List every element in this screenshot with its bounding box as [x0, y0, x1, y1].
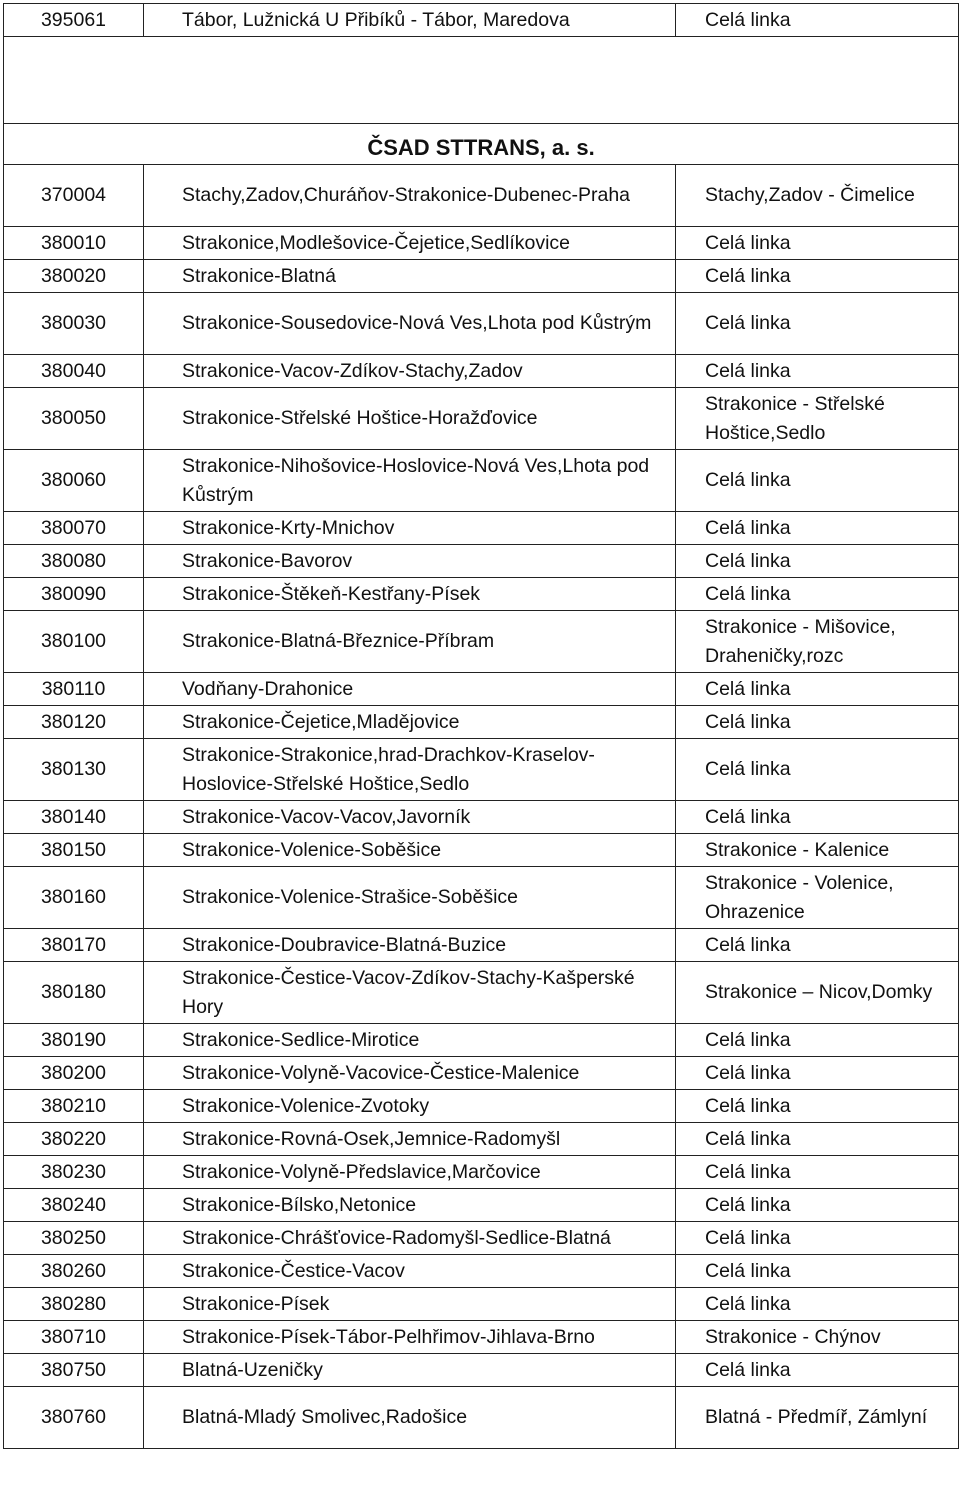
table-row [4, 962, 959, 1024]
route-code: 380120 [4, 706, 144, 739]
route-code: 380070 [4, 512, 144, 545]
route-code: 380750 [4, 1354, 144, 1387]
route-code: 380170 [4, 929, 144, 962]
route-code: 380200 [4, 1057, 144, 1090]
table-row [4, 1189, 959, 1222]
table-row [4, 1255, 959, 1288]
route-note: Celá linka [676, 545, 959, 578]
route-name: Vodňany-Drahonice [144, 673, 676, 706]
table-row [4, 1354, 959, 1387]
route-code: 380080 [4, 545, 144, 578]
route-note: Celá linka [676, 1288, 959, 1321]
route-name: Strakonice-Strakonice,hrad-Drachkov-Kraselov-Hoslovice-Střelské Hoštice,Sedlo [144, 739, 676, 801]
route-note: Celá linka [676, 512, 959, 545]
table-row [4, 801, 959, 834]
route-code: 380130 [4, 739, 144, 801]
table-row [4, 1057, 959, 1090]
route-note: Celá linka [676, 578, 959, 611]
route-name: Strakonice-Doubravice-Blatná-Buzice [144, 929, 676, 962]
route-name: Strakonice-Rovná-Osek,Jemnice-Radomyšl [144, 1123, 676, 1156]
route-code: 380250 [4, 1222, 144, 1255]
route-name: Blatná-Uzeničky [144, 1354, 676, 1387]
route-name: Strakonice-Volenice-Strašice-Soběšice [144, 867, 676, 929]
table-row [4, 578, 959, 611]
route-name: Strakonice-Vacov-Zdíkov-Stachy,Zadov [144, 355, 676, 388]
route-note: Stachy,Zadov - Čimelice [676, 165, 959, 227]
route-code: 380100 [4, 611, 144, 673]
route-name: Strakonice-Blatná-Březnice-Příbram [144, 611, 676, 673]
route-code: 380020 [4, 260, 144, 293]
table-row [4, 834, 959, 867]
route-name: Strakonice-Bavorov [144, 545, 676, 578]
route-note: Celá linka [676, 227, 959, 260]
route-name: Stachy,Zadov,Churáňov-Strakonice-Dubenec-Praha [144, 165, 676, 227]
route-note: Celá linka [676, 1123, 959, 1156]
route-note: Celá linka [676, 260, 959, 293]
route-name: Strakonice-Volenice-Zvotoky [144, 1090, 676, 1123]
table-row [4, 673, 959, 706]
route-name: Strakonice-Volyně-Předslavice,Marčovice [144, 1156, 676, 1189]
table-row [4, 739, 959, 801]
route-name: Strakonice-Volyně-Vacovice-Čestice-Malenice [144, 1057, 676, 1090]
route-code: 380050 [4, 388, 144, 450]
table-row [4, 165, 959, 227]
route-note: Celá linka [676, 1156, 959, 1189]
route-note: Celá linka [676, 1024, 959, 1057]
route-name: Strakonice-Sousedovice-Nová Ves,Lhota pod Kůstrým [144, 293, 676, 355]
table-row [4, 545, 959, 578]
route-note: Celá linka [676, 1090, 959, 1123]
route-note: Strakonice - Mišovice, Draheničky,rozc [676, 611, 959, 673]
table-row [4, 1288, 959, 1321]
route-name: Strakonice-Bílsko,Netonice [144, 1189, 676, 1222]
route-note: Celá linka [676, 1222, 959, 1255]
table-row [4, 227, 959, 260]
route-code: 380060 [4, 450, 144, 512]
company-heading: ČSAD STTRANS, a. s. [4, 124, 959, 165]
table-row [4, 260, 959, 293]
route-name: Strakonice-Chrášťovice-Radomyšl-Sedlice-Blatná [144, 1222, 676, 1255]
route-name: Strakonice-Písek-Tábor-Pelhřimov-Jihlava-Brno [144, 1321, 676, 1354]
route-code: 380030 [4, 293, 144, 355]
table-row [4, 611, 959, 673]
route-note: Celá linka [676, 739, 959, 801]
route-note: Celá linka [676, 1057, 959, 1090]
route-name: Strakonice-Čestice-Vacov [144, 1255, 676, 1288]
route-code: 380240 [4, 1189, 144, 1222]
route-table [3, 3, 959, 1449]
table-row [4, 355, 959, 388]
route-note: Celá linka [676, 801, 959, 834]
route-code: 380230 [4, 1156, 144, 1189]
company-row [4, 124, 959, 165]
route-name: Strakonice-Čejetice,Mladějovice [144, 706, 676, 739]
route-code: 380710 [4, 1321, 144, 1354]
table-row [4, 929, 959, 962]
route-name: Strakonice-Blatná [144, 260, 676, 293]
route-code: 380150 [4, 834, 144, 867]
table-row [4, 4, 959, 37]
route-note: Celá linka [676, 706, 959, 739]
route-code: 380210 [4, 1090, 144, 1123]
route-note: Blatná - Předmíř, Zámlyní [676, 1387, 959, 1449]
route-name: Strakonice-Krty-Mnichov [144, 512, 676, 545]
table-row [4, 1090, 959, 1123]
route-code: 380220 [4, 1123, 144, 1156]
route-note: Celá linka [676, 4, 959, 37]
route-name: Strakonice-Volenice-Soběšice [144, 834, 676, 867]
table-row [4, 1123, 959, 1156]
route-code: 380090 [4, 578, 144, 611]
route-note: Strakonice – Nicov,Domky [676, 962, 959, 1024]
route-code: 380160 [4, 867, 144, 929]
table-row [4, 1387, 959, 1449]
table-row [4, 1222, 959, 1255]
table-row [4, 1024, 959, 1057]
route-note: Celá linka [676, 293, 959, 355]
route-note: Celá linka [676, 1354, 959, 1387]
table-row [4, 1321, 959, 1354]
route-note: Celá linka [676, 673, 959, 706]
blank-row [4, 37, 959, 124]
route-code: 380760 [4, 1387, 144, 1449]
route-name: Strakonice-Střelské Hoštice-Horažďovice [144, 388, 676, 450]
route-note: Strakonice - Chýnov [676, 1321, 959, 1354]
route-note: Celá linka [676, 1189, 959, 1222]
route-name: Strakonice,Modlešovice-Čejetice,Sedlíkovice [144, 227, 676, 260]
route-code: 380180 [4, 962, 144, 1024]
route-note: Celá linka [676, 450, 959, 512]
route-name: Strakonice-Vacov-Vacov,Javorník [144, 801, 676, 834]
route-note: Strakonice - Volenice, Ohrazenice [676, 867, 959, 929]
table-row [4, 293, 959, 355]
route-code: 395061 [4, 4, 144, 37]
route-note: Celá linka [676, 1255, 959, 1288]
route-code: 380040 [4, 355, 144, 388]
route-name: Strakonice-Nihošovice-Hoslovice-Nová Ves,Lhota pod Kůstrým [144, 450, 676, 512]
route-name: Strakonice-Písek [144, 1288, 676, 1321]
route-name: Strakonice-Čestice-Vacov-Zdíkov-Stachy-Kašperské Hory [144, 962, 676, 1024]
table-row [4, 1156, 959, 1189]
route-code: 380260 [4, 1255, 144, 1288]
route-note: Strakonice - Kalenice [676, 834, 959, 867]
route-code: 380140 [4, 801, 144, 834]
route-note: Strakonice - Střelské Hoštice,Sedlo [676, 388, 959, 450]
route-note: Celá linka [676, 929, 959, 962]
route-name: Strakonice-Štěkeň-Kestřany-Písek [144, 578, 676, 611]
route-name: Strakonice-Sedlice-Mirotice [144, 1024, 676, 1057]
route-name: Blatná-Mladý Smolivec,Radošice [144, 1387, 676, 1449]
route-code: 370004 [4, 165, 144, 227]
route-code: 380280 [4, 1288, 144, 1321]
table-row [4, 388, 959, 450]
route-code: 380190 [4, 1024, 144, 1057]
route-code: 380110 [4, 673, 144, 706]
table-row [4, 512, 959, 545]
route-code: 380010 [4, 227, 144, 260]
table-row [4, 706, 959, 739]
table-row [4, 867, 959, 929]
route-name: Tábor, Lužnická U Přibíků - Tábor, Maredova [144, 4, 676, 37]
table-row [4, 450, 959, 512]
route-note: Celá linka [676, 355, 959, 388]
